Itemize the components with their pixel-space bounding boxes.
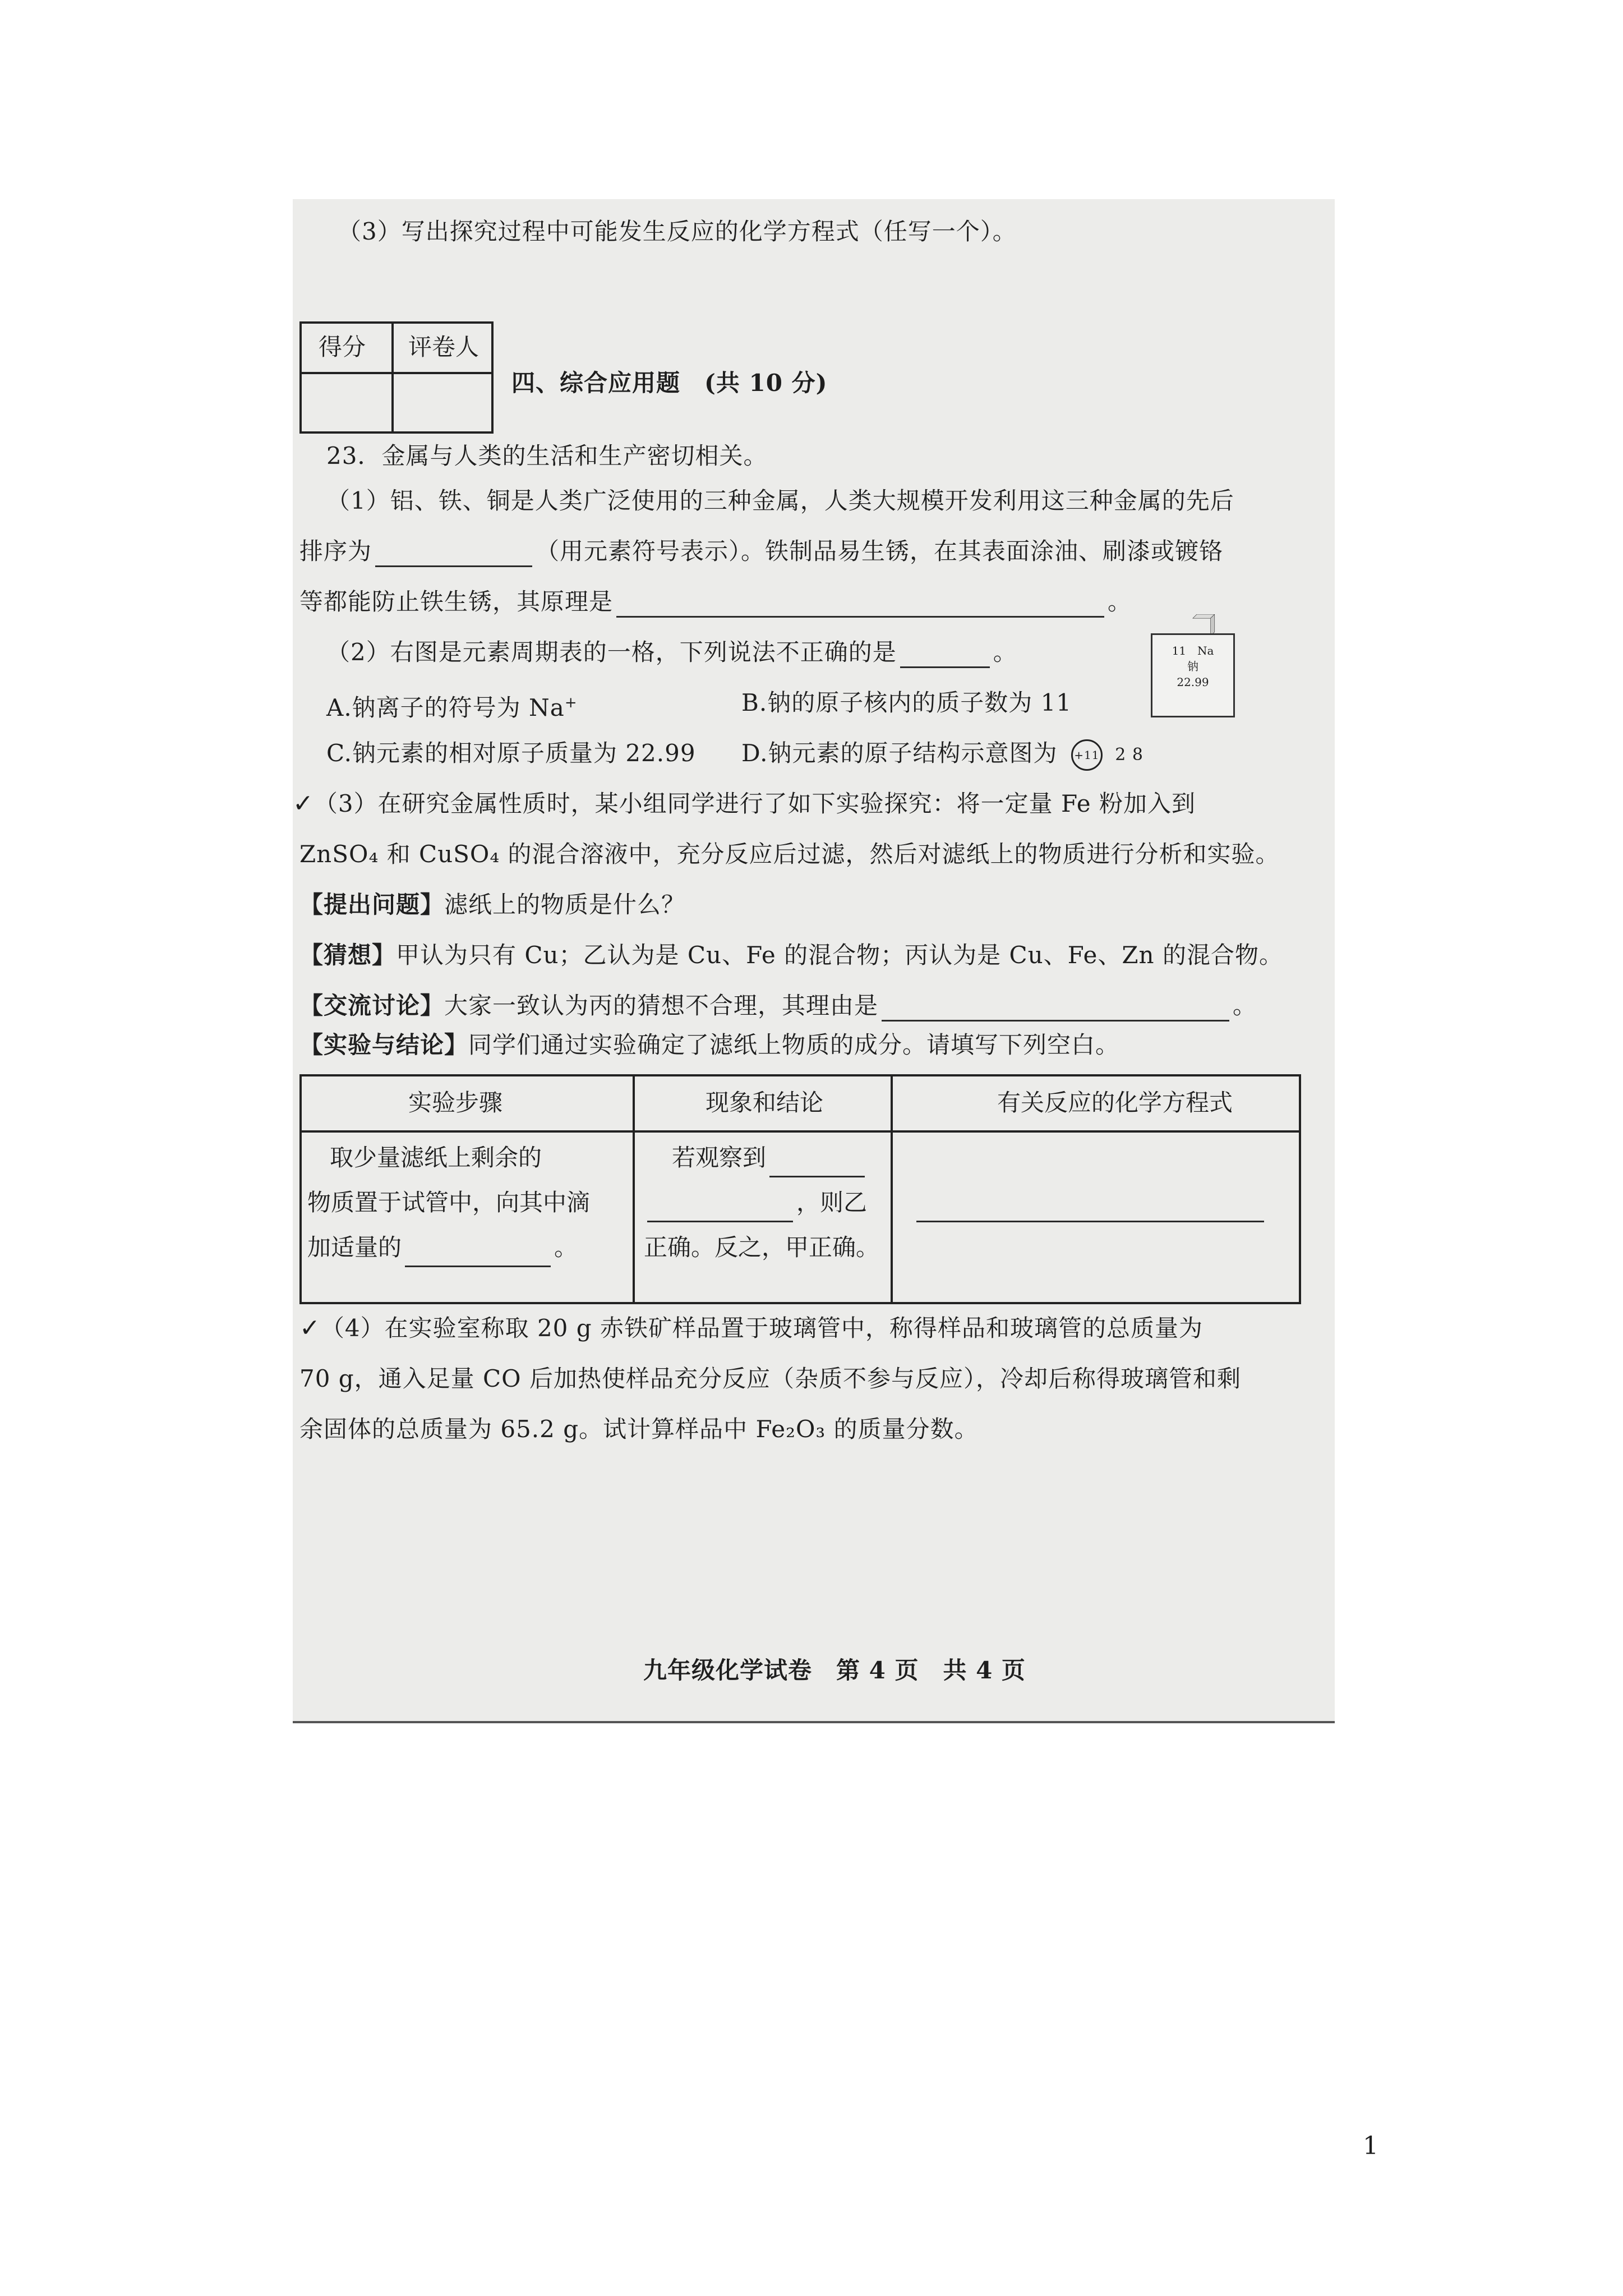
answer-blank-equation[interactable] <box>916 1198 1264 1222</box>
option-c: C.钠元素的相对原子质量为 22.99 <box>326 739 696 767</box>
discussion-line: 【交流讨论】大家一致认为丙的猜想不合理，其理由是 。 <box>299 990 1257 1022</box>
exp-equation-cell <box>913 1183 1267 1222</box>
exp-header-steps: 实验步骤 <box>408 1089 503 1116</box>
checkmark-icon: ✓ <box>299 1314 321 1342</box>
option-d: D.钠元素的原子结构示意图为 +11 2 8 <box>741 738 1144 771</box>
element-number-symbol: 11 Na <box>1172 644 1214 657</box>
exp-step-line2: 物质置于试管中，向其中滴 <box>307 1189 591 1216</box>
answer-blank-choice[interactable] <box>900 644 990 668</box>
answer-blank-observation-cont[interactable] <box>647 1198 793 1222</box>
q23-intro: 23．金属与人类的生活和生产密切相关。 <box>326 442 768 470</box>
answer-blank-reagent[interactable] <box>405 1243 551 1267</box>
option-b: B.钠的原子核内的质子数为 11 <box>741 689 1072 716</box>
exp-step-line3: 加适量的 。 <box>307 1228 578 1267</box>
element-mass: 22.99 <box>1177 675 1209 689</box>
scan-bottom-rule <box>293 1721 1335 1723</box>
q23-part2-stem: （2）右图是元素周期表的一格，下列说法不正确的是 。 <box>326 637 1017 668</box>
conclusion-line: 【实验与结论】同学们通过实验确定了滤纸上物质的成分。请填写下列空白。 <box>299 1031 1120 1059</box>
exp-result-line3: 正确。反之，甲正确。 <box>644 1234 880 1261</box>
exp-result-line1: 若观察到 <box>672 1138 868 1177</box>
q23-part4-line3: 余固体的总质量为 65.2 g。试计算样品中 Fe₂O₃ 的质量分数。 <box>299 1415 979 1443</box>
section-title: 四、综合应用题 (共 10 分) <box>511 369 828 397</box>
q23-part1-line2: 排序为 （用元素符号表示）。铁制品易生锈，在其表面涂油、刷漆或镀铬 <box>299 536 1223 567</box>
q23-part4-line1: ✓（4）在实验室称取 20 g 赤铁矿样品置于玻璃管中，称得样品和玻璃管的总质量为 <box>299 1314 1203 1342</box>
exam-footer: 九年级化学试卷 第 4 页 共 4 页 <box>643 1657 1026 1684</box>
score-table <box>299 321 494 434</box>
exp-header-result: 现象和结论 <box>706 1089 824 1116</box>
guess-line: 【猜想】甲认为只有 Cu；乙认为是 Cu、Fe 的混合物；丙认为是 Cu、Fe、Zn 的混合物。 <box>299 941 1283 969</box>
exp-result-line2: ，则乙 <box>644 1183 867 1222</box>
q23-part1-line3: 等都能防止铁生锈，其原理是 。 <box>299 586 1132 618</box>
grader-header: 评卷人 <box>408 333 479 361</box>
atom-nucleus-icon: +11 <box>1071 739 1103 771</box>
question-prompt: 【提出问题】滤纸上的物质是什么？ <box>299 891 686 918</box>
experiment-table <box>299 1074 1301 1304</box>
page-number: 1 <box>1363 2132 1378 2160</box>
element-name: 钠 <box>1187 660 1198 673</box>
answer-blank-reason[interactable] <box>882 997 1229 1022</box>
exp-header-equation: 有关反应的化学方程式 <box>997 1089 1233 1116</box>
answer-blank-principle[interactable] <box>616 593 1104 618</box>
q23-part1-line1: （1）铝、铁、铜是人类广泛使用的三种金属，人类大规模开发利用这三种金属的先后 <box>326 487 1234 514</box>
checkmark-icon: ✓ <box>293 789 314 818</box>
electron-shells: 2 8 <box>1115 745 1144 765</box>
answer-blank-observation[interactable] <box>769 1153 865 1177</box>
q23-part3-line1: ✓（3）在研究金属性质时，某小组同学进行了如下实验探究：将一定量 Fe 粉加入到 <box>293 789 1196 818</box>
scanned-exam-photo <box>293 199 1335 1722</box>
q22-part3: （3）写出探究过程中可能发生反应的化学方程式（任写一个）。 <box>338 218 1017 245</box>
score-header: 得分 <box>319 333 366 361</box>
exp-step-line1: 取少量滤纸上剩余的 <box>330 1144 542 1171</box>
q23-part3-line2: ZnSO₄ 和 CuSO₄ 的混合溶液中，充分反应后过滤，然后对滤纸上的物质进行分析和实验。 <box>299 840 1280 868</box>
q23-part4-line2: 70 g，通入足量 CO 后加热使样品充分反应（杂质不参与反应），冷却后称得玻璃管和剩 <box>299 1365 1241 1392</box>
option-a: A.钠离子的符号为 Na+ <box>326 694 578 721</box>
periodic-table-cell <box>1151 614 1246 721</box>
answer-blank-order[interactable] <box>375 543 532 567</box>
